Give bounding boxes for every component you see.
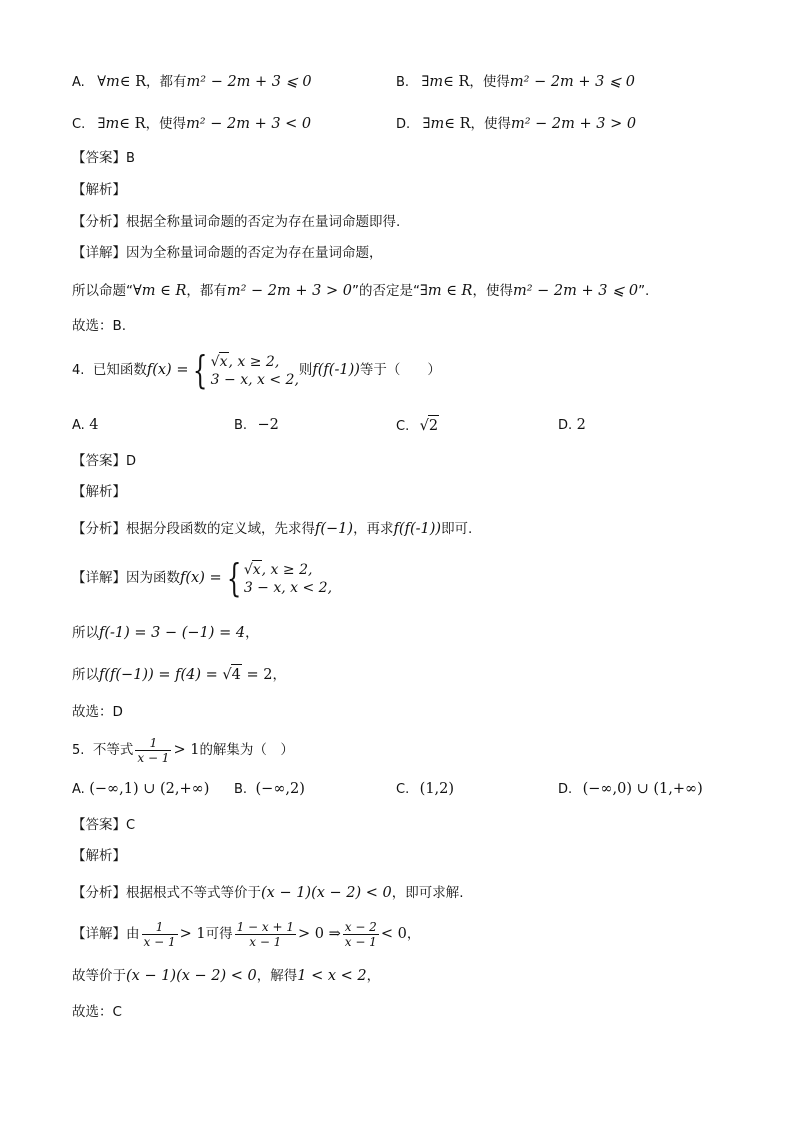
math: m² − 2m + 3 ⩽ 0 xyxy=(512,283,639,299)
option-var: m xyxy=(430,116,445,132)
xiangjie-tag: 【详解】 xyxy=(72,245,126,261)
q5-choose xyxy=(72,1002,122,1022)
q5-option-d xyxy=(558,779,703,800)
q4-option-a xyxy=(72,415,98,436)
math: > 1 xyxy=(173,742,200,758)
text: ， xyxy=(366,968,381,984)
option-text: ，使得 xyxy=(469,74,510,90)
option-symbol: ∃ xyxy=(422,116,431,132)
case-1-condition: , x ≥ 2, xyxy=(261,561,313,578)
q4-option-b xyxy=(234,415,279,436)
q5-option-b xyxy=(234,779,305,800)
text: ，使得 xyxy=(472,283,513,299)
math: 1 < x < 2 xyxy=(297,968,367,984)
q3-fenxi xyxy=(72,212,400,232)
denominator: x − 1 xyxy=(143,934,176,949)
answer-tag: 【答案】 xyxy=(72,817,126,833)
option-expr: m² − 2m + 3 ⩽ 0 xyxy=(186,74,312,90)
question-number: 4. xyxy=(72,363,85,378)
option-value: (−∞,2) xyxy=(255,781,305,797)
q5-fenxi xyxy=(72,883,464,903)
fraction xyxy=(343,920,379,949)
stem-text: 已知函数 xyxy=(92,362,147,378)
q3-xiangjie xyxy=(72,243,383,263)
text: ， xyxy=(272,667,286,683)
answer-tag: 【答案】 xyxy=(72,453,126,469)
q3-answer xyxy=(72,148,135,169)
option-expr: m² − 2m + 3 < 0 xyxy=(186,116,312,132)
fenxi-tag: 【分析】 xyxy=(72,521,126,537)
math: m² − 2m + 3 > 0 xyxy=(226,283,352,299)
q5-xiangjie xyxy=(72,916,420,952)
text: 由 xyxy=(126,926,140,942)
fenxi-tag: 【分析】 xyxy=(72,214,126,230)
fraction xyxy=(135,736,171,765)
stem-text: 不等式 xyxy=(92,742,134,758)
option-text: ，使得 xyxy=(145,116,187,132)
math: = 2 xyxy=(241,667,273,683)
q4-option-d xyxy=(558,415,586,436)
option-symbol: ∀ xyxy=(97,74,107,90)
math: f(-1) = 3 − (−1) = 4 xyxy=(99,625,246,641)
math: ∃m ∈ R xyxy=(419,283,473,299)
stem-text: 的解集为（ ） xyxy=(199,742,294,758)
q3-option-b xyxy=(396,72,635,93)
math: ∀m ∈ R xyxy=(133,283,187,299)
case-1: √x, x ≥ 2, xyxy=(210,353,280,370)
option-value: 2 xyxy=(428,415,439,436)
text: ，解得 xyxy=(256,968,298,984)
sqrt-sign: √ xyxy=(419,418,429,434)
option-text: ，都有 xyxy=(146,74,187,90)
option-value: (−∞,1) ∪ (2,+∞) xyxy=(89,781,210,797)
left-brace: { xyxy=(193,348,208,392)
question-number: 5. xyxy=(72,743,85,758)
q3-analysis-heading xyxy=(72,180,126,200)
function-expr: f(x) = xyxy=(180,570,222,586)
analysis-tag: 【解析】 xyxy=(72,182,126,198)
math: (x − 1)(x − 2) < 0 xyxy=(261,885,392,901)
option-expr: m² − 2m + 3 > 0 xyxy=(511,116,637,132)
option-var: m xyxy=(106,74,120,90)
option-value: 2 xyxy=(576,417,586,433)
text: 所以 xyxy=(72,667,99,683)
q4-step-2 xyxy=(72,664,286,685)
option-letter: A. xyxy=(72,782,85,797)
numerator: 1 − x + 1 xyxy=(236,919,294,934)
stem-text: 等于（ ） xyxy=(359,362,441,378)
fenxi-text: ，即可求解. xyxy=(391,885,464,901)
text: 可得 xyxy=(205,926,233,942)
option-var: m xyxy=(429,74,444,90)
xiangjie-tag: 【详解】 xyxy=(72,926,126,942)
q4-option-c xyxy=(396,415,439,437)
radicand: x xyxy=(252,561,261,578)
math: > 1 xyxy=(179,926,206,942)
numerator: x − 2 xyxy=(344,919,377,934)
q4-xiangjie xyxy=(72,556,332,600)
math: f(−1) xyxy=(315,521,354,537)
option-value: (1,2) xyxy=(419,781,455,797)
fenxi-text: 根据全称量词命题的否定为存在量词命题即得. xyxy=(126,214,401,230)
text: 所以 xyxy=(72,625,99,641)
option-value: 4 xyxy=(89,417,99,433)
q4-fenxi xyxy=(72,519,472,539)
option-set: ∈ R xyxy=(119,116,146,132)
option-letter: C. xyxy=(396,419,410,434)
option-letter: D. xyxy=(396,117,411,132)
radicand: x xyxy=(219,353,228,370)
denominator: x − 1 xyxy=(249,934,282,949)
fenxi-text: 根据分段函数的定义域，先求得 xyxy=(126,521,315,537)
left-brace: { xyxy=(226,556,241,600)
text: ， xyxy=(406,926,421,942)
answer-tag: 【答案】 xyxy=(72,150,126,166)
answer-value: B xyxy=(126,151,135,166)
text: ”的否定是“ xyxy=(351,283,420,299)
math: < 0 xyxy=(380,926,407,942)
text: 故等价于 xyxy=(72,968,126,984)
text: ，都有 xyxy=(186,283,227,299)
q3-option-d xyxy=(396,114,636,135)
numerator: 1 xyxy=(135,736,171,751)
fenxi-text: 即可. xyxy=(441,521,473,537)
piecewise-cases xyxy=(244,560,332,597)
case-2: 3 − x, x < 2, xyxy=(210,371,299,388)
numerator: 1 xyxy=(142,920,178,935)
option-letter: A. xyxy=(72,418,85,433)
math: f(f(−1)) = f(4) = xyxy=(99,667,223,683)
option-letter: D. xyxy=(558,782,573,797)
fenxi-text: ，再求 xyxy=(353,521,394,537)
math: (x − 1)(x − 2) < 0 xyxy=(126,968,257,984)
option-expr: m² − 2m + 3 ⩽ 0 xyxy=(509,74,635,90)
q4-analysis-heading xyxy=(72,482,126,502)
case-1: √x, x ≥ 2, xyxy=(243,561,313,578)
composite-expr: f(f(-1)) xyxy=(312,362,360,378)
xiangjie-text: 因为函数 xyxy=(126,570,180,586)
option-letter: B. xyxy=(234,418,248,433)
xiangjie-text: 因为全称量词命题的否定为存在量词命题， xyxy=(126,245,383,261)
option-letter: A. xyxy=(72,75,85,90)
analysis-tag: 【解析】 xyxy=(72,848,126,864)
option-letter: C. xyxy=(396,782,410,797)
q4-choose xyxy=(72,702,123,722)
q3-conclusion-line xyxy=(72,281,649,301)
option-symbol: ∃ xyxy=(97,116,106,132)
function-expr: f(x) = xyxy=(146,362,189,378)
q3-option-c xyxy=(72,114,311,135)
option-symbol: ∃ xyxy=(421,74,430,90)
text: 所以命题“ xyxy=(72,283,133,299)
fraction xyxy=(142,920,178,949)
q4-answer xyxy=(72,451,136,472)
fraction xyxy=(235,920,296,949)
q3-choose xyxy=(72,316,126,336)
q5-analysis-heading xyxy=(72,846,126,866)
stem-text: 则 xyxy=(298,362,313,378)
denominator: x − 1 xyxy=(137,750,170,765)
q5-stem xyxy=(72,732,294,769)
q5-option-a xyxy=(72,779,209,800)
text: ”. xyxy=(638,283,650,299)
option-letter: D. xyxy=(558,418,573,433)
answer-value: D xyxy=(126,454,137,469)
option-set: ∈ R xyxy=(443,74,470,90)
q4-step-1 xyxy=(72,623,259,643)
text: ， xyxy=(245,625,259,641)
option-letter: B. xyxy=(234,782,248,797)
case-1-condition: , x ≥ 2, xyxy=(228,353,280,370)
option-text: ，使得 xyxy=(470,116,511,132)
q4-stem xyxy=(72,348,441,393)
piecewise-cases xyxy=(211,352,299,389)
option-value: (−∞,0) ∪ (1,+∞) xyxy=(582,781,703,797)
denominator: x − 1 xyxy=(344,934,377,949)
math: f(f(-1)) xyxy=(393,521,442,537)
q3-option-a xyxy=(72,72,312,93)
option-letter: C. xyxy=(72,117,86,132)
option-value: −2 xyxy=(257,417,279,433)
fenxi-tag: 【分析】 xyxy=(72,885,126,901)
radicand: 4 xyxy=(231,664,242,685)
choose-text: 故选：B. xyxy=(72,318,127,334)
choose-text: 故选：C xyxy=(72,1004,122,1020)
q5-equivalent xyxy=(72,966,380,986)
q5-answer xyxy=(72,815,135,836)
sqrt-sign: √ xyxy=(222,667,232,683)
choose-text: 故选：D xyxy=(72,704,123,720)
analysis-tag: 【解析】 xyxy=(72,484,126,500)
math: > 0 ⇒ xyxy=(297,926,341,942)
xiangjie-tag: 【详解】 xyxy=(72,570,126,586)
option-set: ∈ R xyxy=(444,116,471,132)
fenxi-text: 根据根式不等式等价于 xyxy=(126,885,261,901)
q5-option-c xyxy=(396,779,454,800)
option-set: ∈ R xyxy=(119,74,147,90)
option-var: m xyxy=(105,116,120,132)
answer-value: C xyxy=(126,818,136,833)
case-2: 3 − x, x < 2, xyxy=(243,579,333,596)
option-letter: B. xyxy=(396,75,410,90)
